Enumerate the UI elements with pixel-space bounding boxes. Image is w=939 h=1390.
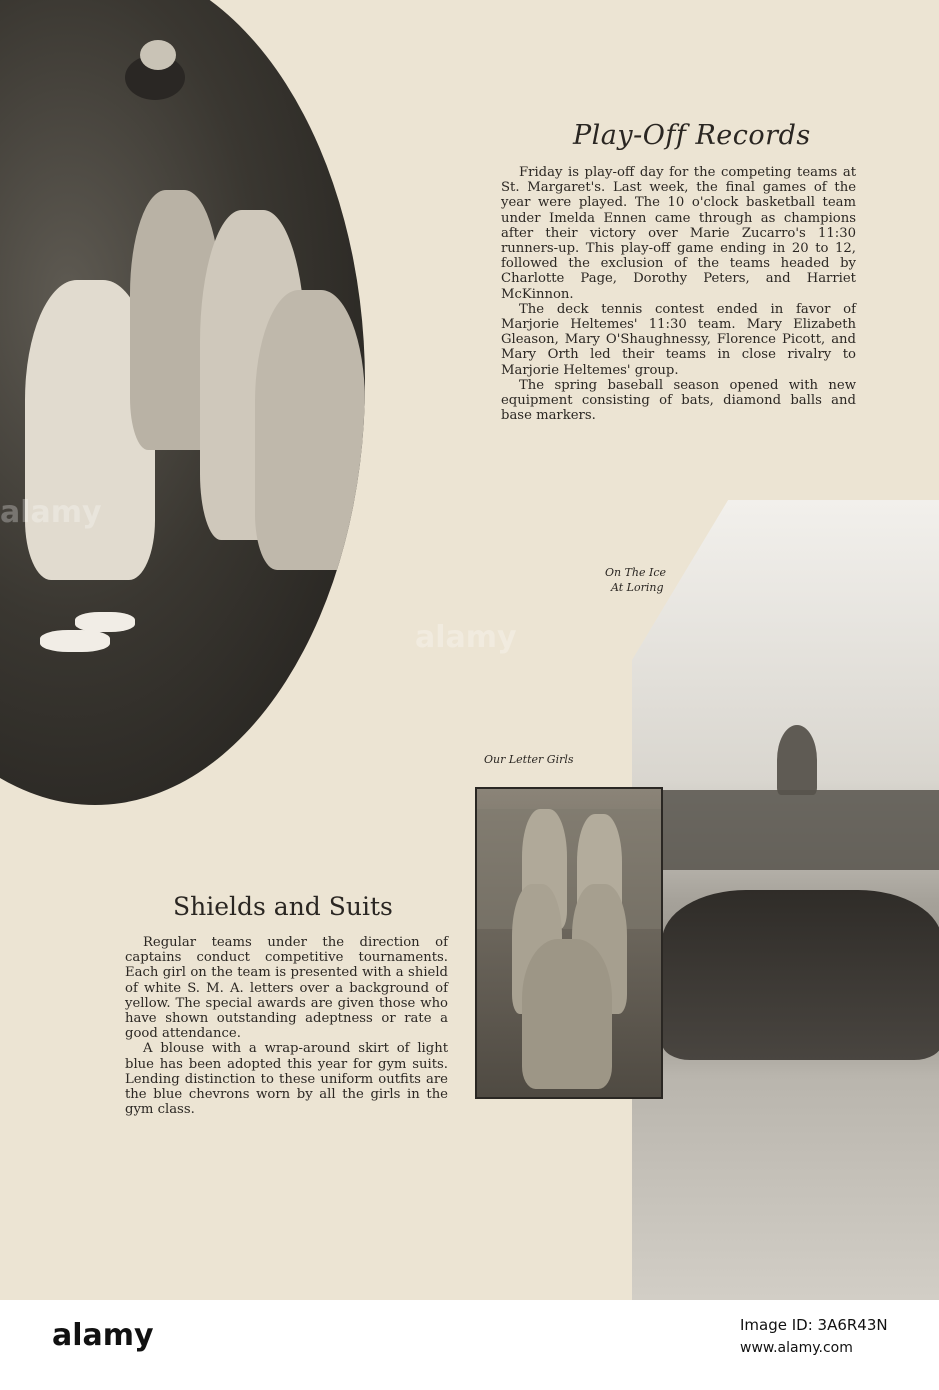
shoe	[40, 630, 110, 652]
site-url: www.alamy.com	[740, 1340, 853, 1356]
ice-caption	[605, 565, 666, 595]
play-off-records-text	[501, 165, 856, 423]
shields-and-suits-heading: Shields and Suits	[173, 892, 393, 921]
ice-skating-photo	[632, 500, 939, 1300]
ice-caption-line: On The Ice	[605, 566, 667, 579]
letter-girls-caption: Our Letter Girls	[484, 753, 574, 766]
capitol-dome	[777, 725, 817, 795]
girl-figure	[522, 939, 612, 1089]
ice-caption-line: At Loring	[611, 581, 664, 594]
paragraph: The deck tennis contest ended in favor of Marjorie Heltemes' 11:30 team. Mary Elizabeth Gleason, Mary O'Shaughnessy, Florence Picott, and Mary Orth led their teams in close rivalry to Marjorie Heltemes' group.	[501, 301, 856, 378]
paragraph: Friday is play-off day for the competing teams at St. Margaret's. Last week, the final games of the year were played. The 10 o'clock basketball team under Imelda Ennen came through as champions after their victory over Marie Zucarro's 11:30 runners-up. This play-off game ending in 20 to 12, followed the exclusion of the teams headed by Charlotte Page, Dorothy Peters, and Harriet McKinnon.	[501, 165, 856, 302]
shields-and-suits-text	[125, 935, 448, 1117]
alamy-logo: alamy	[52, 1318, 154, 1353]
lockers	[477, 809, 663, 929]
paragraph: Regular teams under the direction of captains conduct competitive tournaments. Each girl on the team is presented with a shield of white S. M. A. letters over a background of yellow. The special awards are given those who have shown outstanding adeptness or rate a good attendance.	[125, 935, 448, 1042]
ceiling-lamp	[140, 40, 176, 70]
tree-line	[662, 790, 939, 870]
watermark-overlay: alamy	[0, 495, 102, 530]
letter-girls-photo	[475, 787, 663, 1099]
basketball-photo	[0, 0, 365, 805]
watermark-overlay: alamy	[415, 620, 517, 655]
player-figure	[255, 290, 365, 570]
play-off-records-heading: Play-Off Records	[573, 120, 811, 151]
paragraph: The spring baseball season opened with new equipment consisting of bats, diamond balls and base markers.	[501, 377, 856, 424]
paragraph: A blouse with a wrap-around skirt of light blue has been adopted this year for gym suits. Lending distinction to these uniform outfits are the blue chevrons worn by all the girls in the gym class.	[125, 1041, 448, 1118]
shoe	[75, 612, 135, 632]
image-id: Image ID: 3A6R43N	[740, 1316, 888, 1334]
skaters-group	[662, 890, 939, 1060]
